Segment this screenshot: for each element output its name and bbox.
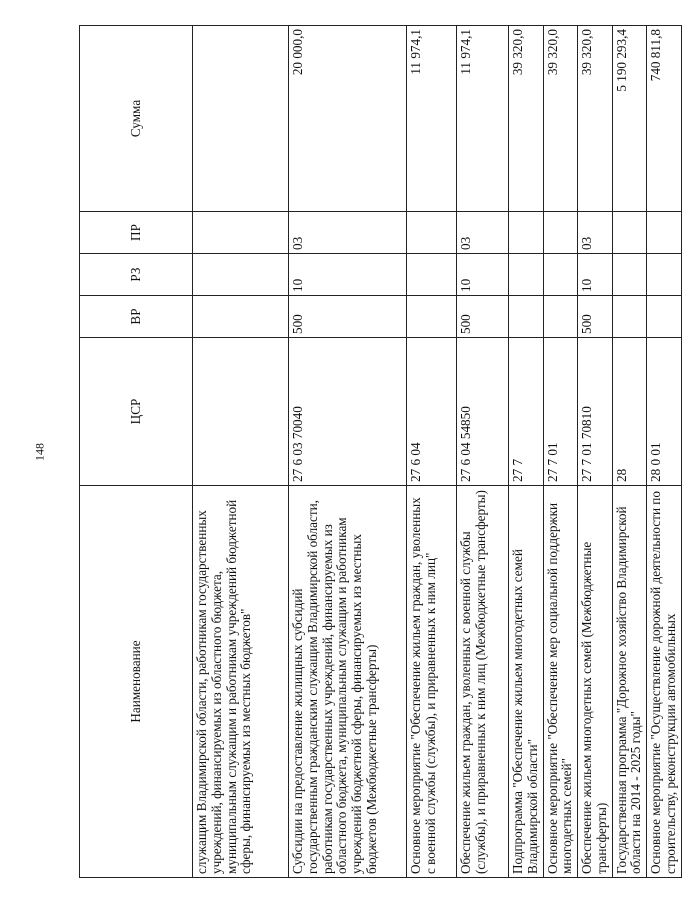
table-header-row — [80, 26, 193, 878]
cell-rz — [407, 254, 457, 296]
cell-name: Обеспечение жильем граждан, уволенных с военной службы (службы), и приравненных к ним лиц (Межбюджетные трансферты) — [457, 486, 509, 878]
cell-vr: 500 — [289, 296, 407, 338]
cell-name: Основное мероприятие "Обеспечение жильем граждан, уволенных с военной службы (службы), и приравненных к ним лиц" — [407, 486, 457, 878]
table-row — [612, 26, 647, 878]
cell-csr: 27 7 01 — [543, 338, 578, 486]
table-row — [457, 26, 509, 878]
rotated-table-frame — [79, 26, 679, 878]
cell-sum: 20 000,0 — [289, 26, 407, 212]
header-pr: ПР — [80, 212, 193, 254]
cell-pr — [647, 212, 682, 254]
cell-vr — [509, 296, 544, 338]
table-row — [647, 26, 682, 878]
cell-pr — [612, 212, 647, 254]
cell-pr — [193, 212, 289, 254]
table-row — [289, 26, 407, 878]
cell-pr — [509, 212, 544, 254]
cell-csr: 28 — [612, 338, 647, 486]
cell-sum: 39 320,0 — [543, 26, 578, 212]
cell-csr: 28 0 01 — [647, 338, 682, 486]
cell-csr: 27 6 04 54850 — [457, 338, 509, 486]
cell-pr: 03 — [457, 212, 509, 254]
cell-vr — [543, 296, 578, 338]
cell-name: Обеспечение жильем многодетных семей (Межбюджетные трансферты) — [578, 486, 613, 878]
cell-vr: 500 — [578, 296, 613, 338]
header-csr: ЦСР — [80, 338, 193, 486]
cell-vr — [193, 296, 289, 338]
cell-name: Основное мероприятие "Осуществление дорожной деятельности по строительству, реконструкции автомобильных — [647, 486, 682, 878]
cell-rz: 10 — [457, 254, 509, 296]
cell-csr — [193, 338, 289, 486]
cell-csr: 27 6 04 — [407, 338, 457, 486]
cell-name: служащим Владимирской области, работникам государственных учреждений, финансируемых из областного бюджета, муниципальным служащим и работникам учреждений бюджетной сферы, финансируемых из местных бюджетов" — [193, 486, 289, 878]
cell-vr: 500 — [457, 296, 509, 338]
header-rz: РЗ — [80, 254, 193, 296]
header-name: Наименование — [80, 486, 193, 878]
header-sum: Сумма — [80, 26, 193, 212]
cell-csr: 27 6 03 70040 — [289, 338, 407, 486]
cell-sum — [193, 26, 289, 212]
cell-vr — [407, 296, 457, 338]
cell-sum: 5 190 293,4 — [612, 26, 647, 212]
cell-rz — [647, 254, 682, 296]
cell-name: Субсидии на предоставление жилищных субсидий государственным гражданским служащим Владимирской области, работникам государственных учреждений, финансируемых из областного бюджета, муниципальным служащим и работникам учреждений бюджетной сферы, финансируемых из местных бюджетов (Межбюджетные трансферты) — [289, 486, 407, 878]
table-row — [509, 26, 544, 878]
cell-sum: 11 974,1 — [407, 26, 457, 212]
cell-rz: 10 — [289, 254, 407, 296]
table-row — [578, 26, 613, 878]
cell-rz — [543, 254, 578, 296]
cell-name: Подпрограмма "Обеспечение жильем многодетных семей Владимирской области" — [509, 486, 544, 878]
cell-csr: 27 7 — [509, 338, 544, 486]
cell-name: Основное мероприятие "Обеспечение мер социальной поддержки многодетных семей" — [543, 486, 578, 878]
cell-vr — [647, 296, 682, 338]
cell-sum: 11 974,1 — [457, 26, 509, 212]
header-vr: ВР — [80, 296, 193, 338]
cell-csr: 27 7 01 70810 — [578, 338, 613, 486]
cell-pr: 03 — [289, 212, 407, 254]
cell-vr — [612, 296, 647, 338]
table-row — [543, 26, 578, 878]
budget-table — [79, 25, 682, 878]
cell-sum: 39 320,0 — [578, 26, 613, 212]
cell-sum: 39 320,0 — [509, 26, 544, 212]
cell-rz: 10 — [578, 254, 613, 296]
table-row — [407, 26, 457, 878]
cell-rz — [612, 254, 647, 296]
page-number: 148 — [32, 443, 47, 461]
cell-sum: 740 811,8 — [647, 26, 682, 212]
cell-rz — [509, 254, 544, 296]
cell-rz — [193, 254, 289, 296]
cell-pr: 03 — [578, 212, 613, 254]
cell-pr — [543, 212, 578, 254]
table-row — [193, 26, 289, 878]
cell-name: Государственная программа "Дорожное хозяйство Владимирской области на 2014 - 2025 годы" — [612, 486, 647, 878]
cell-pr — [407, 212, 457, 254]
